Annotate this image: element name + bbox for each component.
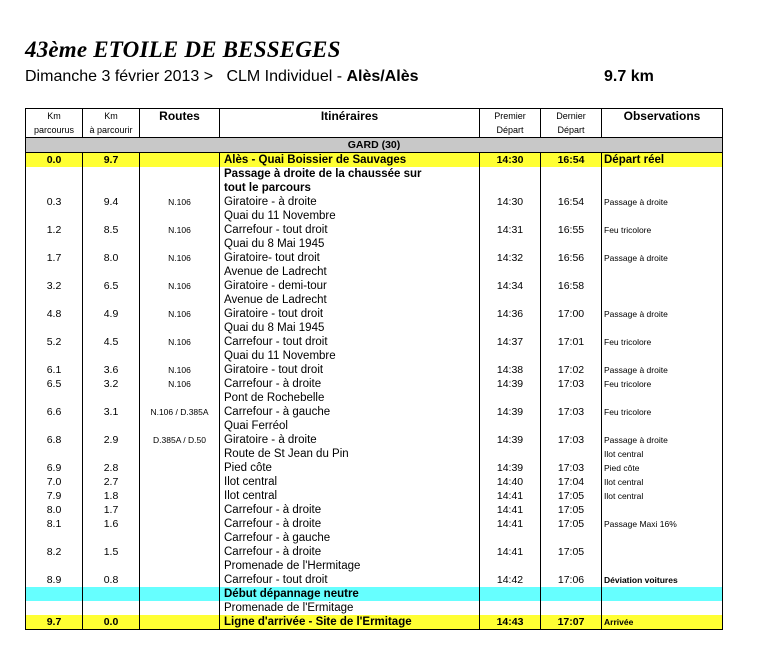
observation-cell: Pied côte	[602, 461, 723, 475]
table-header-row	[26, 109, 723, 138]
route-cell: N.106	[140, 279, 220, 293]
col-itineraires: Itinéraires	[220, 109, 480, 138]
premier-depart-cell	[480, 559, 541, 573]
route-cell	[140, 531, 220, 545]
observation-cell	[602, 559, 723, 573]
km-parcourus-cell	[26, 265, 83, 279]
km-parcourir-cell	[83, 321, 140, 335]
km-parcourus-cell: 0.3	[26, 195, 83, 209]
route-cell: N.106	[140, 363, 220, 377]
km-parcourus-cell	[26, 321, 83, 335]
km-parcourir-cell	[83, 601, 140, 615]
table-row	[26, 503, 723, 517]
km-parcourir-cell: 2.7	[83, 475, 140, 489]
premier-depart-cell: 14:31	[480, 223, 541, 237]
km-parcourir-cell	[83, 293, 140, 307]
km-parcourus-cell	[26, 587, 83, 601]
km-parcourus-cell: 6.6	[26, 405, 83, 419]
itinerary-cell: Alès - Quai Boissier de Sauvages	[220, 153, 480, 168]
observation-cell: Feu tricolore	[602, 405, 723, 419]
premier-depart-cell: 14:39	[480, 405, 541, 419]
km-parcourus-cell: 1.7	[26, 251, 83, 265]
route-cell	[140, 475, 220, 489]
observation-cell: Passage à droite	[602, 307, 723, 321]
section-label: GARD (30)	[26, 138, 723, 153]
km-parcourus-cell: 7.0	[26, 475, 83, 489]
km-parcourir-cell	[83, 447, 140, 461]
observation-cell: Déviation voitures	[602, 573, 723, 587]
km-parcourir-cell: 3.6	[83, 363, 140, 377]
race-title: 43ème ETOILE DE BESSEGES	[25, 37, 341, 62]
premier-depart-cell: 14:41	[480, 503, 541, 517]
premier-depart-cell: 14:34	[480, 279, 541, 293]
dernier-depart-cell: 17:00	[541, 307, 602, 321]
route-cell	[140, 447, 220, 461]
observation-cell	[602, 209, 723, 223]
itinerary-cell: Promenade de l'Ermitage	[220, 601, 480, 615]
table-row	[26, 223, 723, 237]
route-cell	[140, 587, 220, 601]
table-row	[26, 181, 723, 195]
dernier-depart-cell	[541, 321, 602, 335]
table-row	[26, 531, 723, 545]
km-parcourir-cell: 2.8	[83, 461, 140, 475]
itinerary-cell: Quai du 11 Novembre	[220, 349, 480, 363]
observation-cell	[602, 349, 723, 363]
route-cell	[140, 237, 220, 251]
table-row	[26, 349, 723, 363]
table-row	[26, 615, 723, 630]
km-parcourus-cell	[26, 181, 83, 195]
km-parcourir-cell	[83, 531, 140, 545]
route-cell	[140, 503, 220, 517]
km-parcourus-cell: 4.8	[26, 307, 83, 321]
premier-depart-cell	[480, 265, 541, 279]
km-parcourir-cell: 0.0	[83, 615, 140, 630]
table-row	[26, 153, 723, 168]
stage-subtitle	[25, 68, 419, 86]
premier-depart-cell: 14:32	[480, 251, 541, 265]
table-row	[26, 237, 723, 251]
dernier-depart-cell	[541, 181, 602, 195]
route-cell	[140, 517, 220, 531]
km-parcourus-cell	[26, 349, 83, 363]
route-cell	[140, 153, 220, 168]
observation-cell: Feu tricolore	[602, 377, 723, 391]
route-cell: N.106	[140, 335, 220, 349]
km-parcourir-cell: 3.1	[83, 405, 140, 419]
table-row	[26, 419, 723, 433]
itinerary-cell: Route de St Jean du Pin	[220, 447, 480, 461]
km-parcourir-cell	[83, 167, 140, 181]
observation-cell	[602, 587, 723, 601]
stage-distance: 9.7 km	[604, 68, 654, 85]
table-row	[26, 293, 723, 307]
km-parcourir-cell	[83, 587, 140, 601]
col-km-parcourus: Km parcourus	[26, 109, 83, 138]
premier-depart-cell	[480, 447, 541, 461]
observation-cell	[602, 279, 723, 293]
table-row	[26, 195, 723, 209]
itinerary-cell: Carrefour - tout droit	[220, 335, 480, 349]
km-parcourir-cell: 1.7	[83, 503, 140, 517]
km-parcourus-cell	[26, 601, 83, 615]
observation-cell	[602, 237, 723, 251]
observation-cell: Feu tricolore	[602, 223, 723, 237]
col-premier-depart: Premier Départ	[480, 109, 541, 138]
observation-cell	[602, 545, 723, 559]
dernier-depart-cell: 17:03	[541, 405, 602, 419]
observation-cell	[602, 265, 723, 279]
table-row	[26, 363, 723, 377]
premier-depart-cell: 14:30	[480, 153, 541, 168]
observation-cell	[602, 419, 723, 433]
premier-depart-cell	[480, 587, 541, 601]
premier-depart-cell: 14:37	[480, 335, 541, 349]
route-cell	[140, 615, 220, 630]
dernier-depart-cell: 17:03	[541, 433, 602, 447]
col-observations: Observations	[602, 109, 723, 138]
dernier-depart-cell: 17:07	[541, 615, 602, 630]
observation-cell: Ilot central	[602, 475, 723, 489]
route-cell	[140, 601, 220, 615]
observation-cell	[602, 503, 723, 517]
km-parcourus-cell: 7.9	[26, 489, 83, 503]
itinerary-cell: tout le parcours	[220, 181, 480, 195]
itinerary-cell: Quai du 8 Mai 1945	[220, 321, 480, 335]
itinerary-cell: Giratoire - à droite	[220, 433, 480, 447]
premier-depart-cell: 14:39	[480, 377, 541, 391]
premier-depart-cell: 14:39	[480, 433, 541, 447]
dernier-depart-cell: 17:03	[541, 377, 602, 391]
dernier-depart-cell: 17:05	[541, 517, 602, 531]
route-cell	[140, 209, 220, 223]
dernier-depart-cell	[541, 391, 602, 405]
table-row	[26, 405, 723, 419]
km-parcourus-cell: 6.9	[26, 461, 83, 475]
premier-depart-cell: 14:39	[480, 461, 541, 475]
route-cell: N.106 / D.385A	[140, 405, 220, 419]
table-row	[26, 307, 723, 321]
table-row	[26, 601, 723, 615]
km-parcourir-cell: 9.7	[83, 153, 140, 168]
km-parcourus-cell: 8.0	[26, 503, 83, 517]
km-parcourir-cell: 2.9	[83, 433, 140, 447]
table-row	[26, 587, 723, 601]
premier-depart-cell	[480, 601, 541, 615]
section-row	[26, 138, 723, 153]
itinerary-cell: Passage à droite de la chaussée sur	[220, 167, 480, 181]
route-cell	[140, 321, 220, 335]
itinerary-cell: Début dépannage neutre	[220, 587, 480, 601]
route-cell	[140, 559, 220, 573]
km-parcourus-cell	[26, 391, 83, 405]
dernier-depart-cell	[541, 237, 602, 251]
km-parcourus-cell	[26, 559, 83, 573]
observation-cell: Passage à droite	[602, 195, 723, 209]
km-parcourus-cell: 8.2	[26, 545, 83, 559]
km-parcourir-cell: 8.0	[83, 251, 140, 265]
premier-depart-cell	[480, 349, 541, 363]
dernier-depart-cell	[541, 601, 602, 615]
route-cell	[140, 419, 220, 433]
km-parcourir-cell	[83, 419, 140, 433]
route-cell	[140, 181, 220, 195]
itinerary-cell: Ilot central	[220, 489, 480, 503]
premier-depart-cell	[480, 293, 541, 307]
route-cell	[140, 293, 220, 307]
km-parcourus-cell	[26, 167, 83, 181]
dernier-depart-cell	[541, 209, 602, 223]
dernier-depart-cell	[541, 559, 602, 573]
itinerary-cell: Carrefour - tout droit	[220, 223, 480, 237]
itinerary-cell: Ligne d'arrivée - Site de l'Ermitage	[220, 615, 480, 630]
dernier-depart-cell: 17:04	[541, 475, 602, 489]
observation-cell: Départ réel	[602, 153, 723, 168]
col-routes: Routes	[140, 109, 220, 138]
km-parcourus-cell: 6.5	[26, 377, 83, 391]
route-cell	[140, 489, 220, 503]
km-parcourus-cell: 1.2	[26, 223, 83, 237]
km-parcourus-cell	[26, 209, 83, 223]
km-parcourus-cell: 9.7	[26, 615, 83, 630]
table-row	[26, 251, 723, 265]
itinerary-cell: Giratoire- tout droit	[220, 251, 480, 265]
premier-depart-cell: 14:30	[480, 195, 541, 209]
table-row	[26, 489, 723, 503]
dernier-depart-cell: 16:55	[541, 223, 602, 237]
premier-depart-cell	[480, 209, 541, 223]
observation-cell	[602, 601, 723, 615]
observation-cell: Passage Maxi 16%	[602, 517, 723, 531]
km-parcourir-cell	[83, 181, 140, 195]
table-row	[26, 167, 723, 181]
route-cell	[140, 573, 220, 587]
route-cell: N.106	[140, 307, 220, 321]
table-row	[26, 475, 723, 489]
km-parcourus-cell: 6.1	[26, 363, 83, 377]
table-row	[26, 433, 723, 447]
dernier-depart-cell	[541, 419, 602, 433]
observation-cell: Passage à droite	[602, 363, 723, 377]
dernier-depart-cell: 17:06	[541, 573, 602, 587]
dernier-depart-cell	[541, 167, 602, 181]
km-parcourir-cell: 6.5	[83, 279, 140, 293]
premier-depart-cell	[480, 419, 541, 433]
observation-cell	[602, 181, 723, 195]
km-parcourir-cell: 0.8	[83, 573, 140, 587]
observation-cell: Passage à droite	[602, 433, 723, 447]
itinerary-cell: Carrefour - à gauche	[220, 531, 480, 545]
km-parcourir-cell	[83, 209, 140, 223]
itinerary-cell: Carrefour - à gauche	[220, 405, 480, 419]
km-parcourus-cell	[26, 419, 83, 433]
km-parcourir-cell	[83, 237, 140, 251]
km-parcourir-cell	[83, 391, 140, 405]
observation-cell: Feu tricolore	[602, 335, 723, 349]
itinerary-cell: Giratoire - tout droit	[220, 307, 480, 321]
km-parcourir-cell: 3.2	[83, 377, 140, 391]
table-row	[26, 447, 723, 461]
premier-depart-cell	[480, 237, 541, 251]
observation-cell	[602, 531, 723, 545]
route-cell	[140, 167, 220, 181]
km-parcourus-cell	[26, 293, 83, 307]
km-parcourir-cell: 8.5	[83, 223, 140, 237]
itinerary-cell: Avenue de Ladrecht	[220, 293, 480, 307]
dernier-depart-cell: 16:58	[541, 279, 602, 293]
km-parcourir-cell	[83, 559, 140, 573]
itinerary-table	[25, 108, 723, 630]
table-row	[26, 559, 723, 573]
itinerary-cell: Giratoire - à droite	[220, 195, 480, 209]
km-parcourus-cell: 8.1	[26, 517, 83, 531]
observation-cell: Passage à droite	[602, 251, 723, 265]
itinerary-cell: Carrefour - à droite	[220, 517, 480, 531]
km-parcourir-cell	[83, 265, 140, 279]
km-parcourus-cell	[26, 531, 83, 545]
dernier-depart-cell	[541, 531, 602, 545]
premier-depart-cell	[480, 531, 541, 545]
premier-depart-cell: 14:41	[480, 545, 541, 559]
itinerary-cell: Giratoire - tout droit	[220, 363, 480, 377]
km-parcourus-cell	[26, 237, 83, 251]
table-row	[26, 377, 723, 391]
km-parcourir-cell: 9.4	[83, 195, 140, 209]
itinerary-cell: Promenade de l'Hermitage	[220, 559, 480, 573]
route-cell	[140, 265, 220, 279]
itinerary-cell: Carrefour - à droite	[220, 377, 480, 391]
dernier-depart-cell: 17:05	[541, 503, 602, 517]
km-parcourir-cell	[83, 349, 140, 363]
dernier-depart-cell: 16:56	[541, 251, 602, 265]
itinerary-body	[26, 138, 723, 630]
km-parcourir-cell: 1.5	[83, 545, 140, 559]
col-km-parcourir: Km à parcourir	[83, 109, 140, 138]
premier-depart-cell: 14:42	[480, 573, 541, 587]
itinerary-cell: Carrefour - à droite	[220, 503, 480, 517]
dernier-depart-cell: 17:05	[541, 545, 602, 559]
observation-cell: Arrivée	[602, 615, 723, 630]
observation-cell: Ilot central	[602, 447, 723, 461]
dernier-depart-cell	[541, 349, 602, 363]
itinerary-cell: Avenue de Ladrecht	[220, 265, 480, 279]
premier-depart-cell	[480, 391, 541, 405]
route-cell	[140, 545, 220, 559]
route-cell	[140, 349, 220, 363]
dernier-depart-cell: 17:02	[541, 363, 602, 377]
premier-depart-cell: 14:41	[480, 489, 541, 503]
itinerary-cell: Pont de Rochebelle	[220, 391, 480, 405]
premier-depart-cell: 14:36	[480, 307, 541, 321]
observation-cell	[602, 293, 723, 307]
observation-cell: Ilot central	[602, 489, 723, 503]
table-row	[26, 461, 723, 475]
km-parcourir-cell: 1.8	[83, 489, 140, 503]
table-row	[26, 335, 723, 349]
premier-depart-cell	[480, 167, 541, 181]
observation-cell	[602, 167, 723, 181]
km-parcourus-cell: 6.8	[26, 433, 83, 447]
observation-cell	[602, 391, 723, 405]
table-row	[26, 321, 723, 335]
km-parcourus-cell: 8.9	[26, 573, 83, 587]
itinerary-cell: Carrefour - tout droit	[220, 573, 480, 587]
premier-depart-cell: 14:43	[480, 615, 541, 630]
dernier-depart-cell: 17:01	[541, 335, 602, 349]
route-cell: N.106	[140, 195, 220, 209]
km-parcourus-cell: 3.2	[26, 279, 83, 293]
col-dernier-depart: Dernier Départ	[541, 109, 602, 138]
table-row	[26, 391, 723, 405]
dernier-depart-cell: 17:03	[541, 461, 602, 475]
km-parcourus-cell	[26, 447, 83, 461]
premier-depart-cell	[480, 181, 541, 195]
itinerary-cell: Quai du 11 Novembre	[220, 209, 480, 223]
itinerary-cell: Ilot central	[220, 475, 480, 489]
dernier-depart-cell	[541, 293, 602, 307]
table-row	[26, 209, 723, 223]
itinerary-cell: Carrefour - à droite	[220, 545, 480, 559]
dernier-depart-cell: 17:05	[541, 489, 602, 503]
table-row	[26, 279, 723, 293]
route-cell: N.106	[140, 223, 220, 237]
table-row	[26, 545, 723, 559]
premier-depart-cell	[480, 321, 541, 335]
km-parcourir-cell: 4.5	[83, 335, 140, 349]
itinerary-cell: Quai du 8 Mai 1945	[220, 237, 480, 251]
km-parcourus-cell: 5.2	[26, 335, 83, 349]
route-cell	[140, 461, 220, 475]
itinerary-cell: Pied côte	[220, 461, 480, 475]
route-cell	[140, 391, 220, 405]
route-cell: D.385A / D.50	[140, 433, 220, 447]
dernier-depart-cell: 16:54	[541, 195, 602, 209]
table-row	[26, 573, 723, 587]
premier-depart-cell: 14:38	[480, 363, 541, 377]
dernier-depart-cell	[541, 587, 602, 601]
table-row	[26, 265, 723, 279]
dernier-depart-cell	[541, 447, 602, 461]
dernier-depart-cell: 16:54	[541, 153, 602, 168]
km-parcourir-cell: 1.6	[83, 517, 140, 531]
km-parcourus-cell: 0.0	[26, 153, 83, 168]
stage-date-type: Dimanche 3 février 2013 > CLM Individuel -	[25, 68, 347, 85]
stage-route: Alès/Alès	[346, 68, 419, 85]
dernier-depart-cell	[541, 265, 602, 279]
route-cell: N.106	[140, 377, 220, 391]
itinerary-cell: Giratoire - demi-tour	[220, 279, 480, 293]
route-cell: N.106	[140, 251, 220, 265]
observation-cell	[602, 321, 723, 335]
premier-depart-cell: 14:41	[480, 517, 541, 531]
premier-depart-cell: 14:40	[480, 475, 541, 489]
km-parcourir-cell: 4.9	[83, 307, 140, 321]
itinerary-cell: Quai Ferréol	[220, 419, 480, 433]
table-row	[26, 517, 723, 531]
